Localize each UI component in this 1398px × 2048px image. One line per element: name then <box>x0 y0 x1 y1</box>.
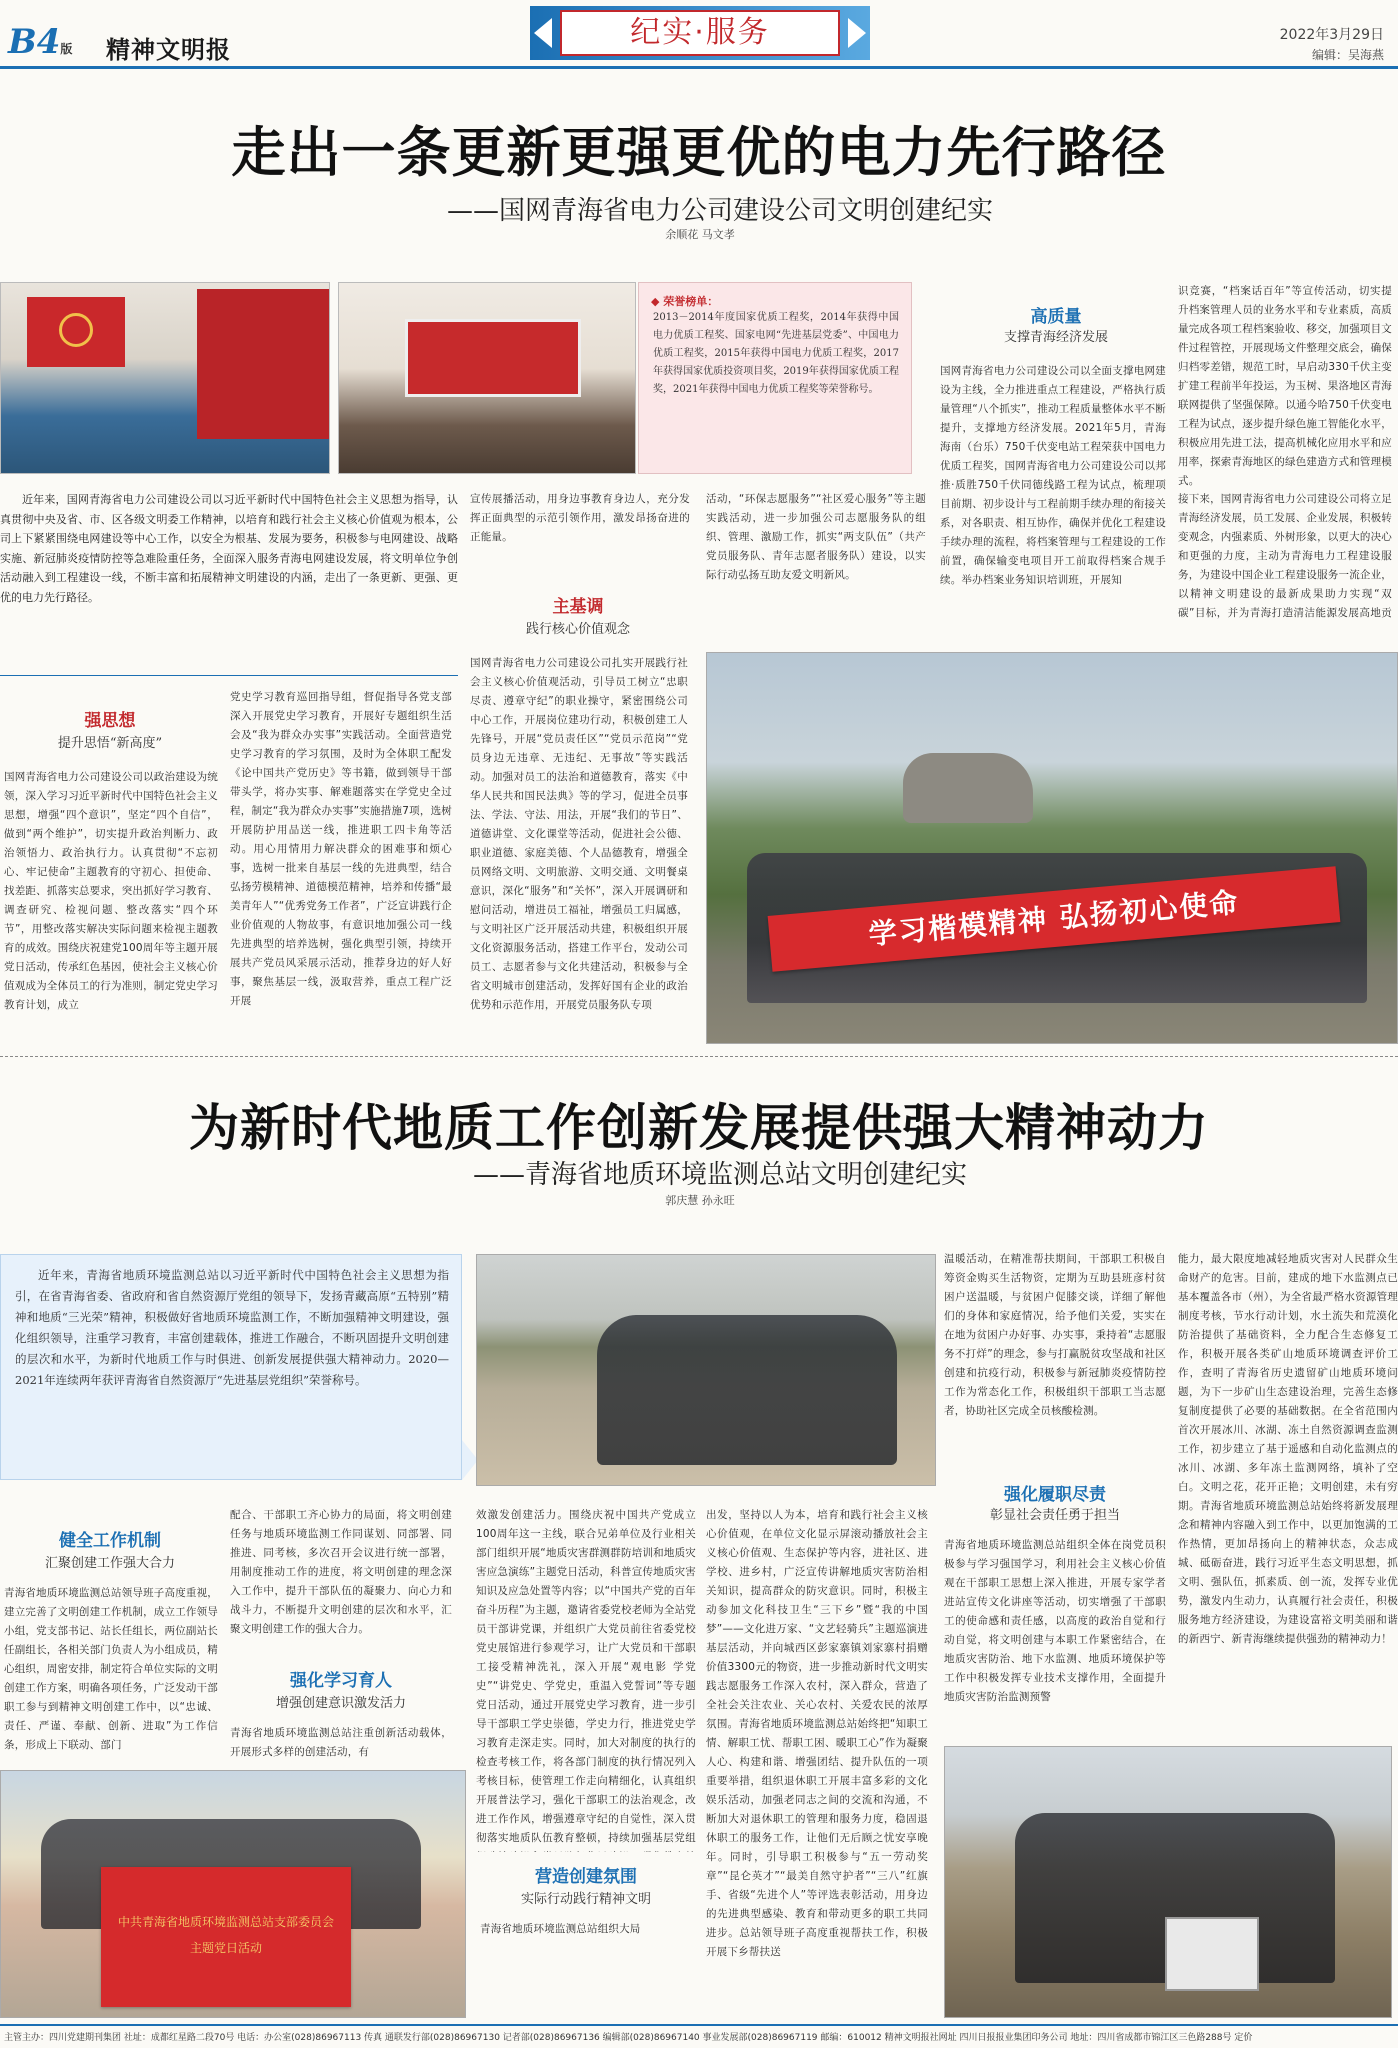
page-number <box>8 22 72 62</box>
masthead-rule <box>0 66 1398 69</box>
article1-section3-heading: 高质量 <box>1030 307 1082 327</box>
article2-section4-sub: 彰显社会责任勇于担当 <box>989 1508 1120 1523</box>
article2-col-a: 青海省地质环境监测总站领导班子高度重视，建立完善了文明创建工作机制，成立工作领导小组，党支部书记、站长任组长，两位副站长任副组长，各相关部门负责人为小组成员，精心组织，周密安排，制定符合单位实际的文明创建工作方案，明确各项任务，广泛发动干部职工参与到精神文明创建工作中，以“忠诚、责任、严谨、奉献、创新、进取”为工作信条，形成上下联动、部门 <box>4 1587 218 1751</box>
oath-wall <box>197 289 329 439</box>
article1-section3-sub: 支撑青海经济发展 <box>1003 330 1108 345</box>
section-banner-right-arrow <box>848 18 866 48</box>
article2-intro-box <box>0 1254 462 1480</box>
article2-title: 为新时代地质工作创新发展提供强大精神动力 <box>189 1099 1209 1157</box>
article2-col-g: 温暖活动，在精准帮扶期间，干部职工积极自筹资金购买生活物资，定期为互助县班彦村贫困户送温暖，与贫困户促膝交谈，详细了解他们的身体和家庭情况，给予他们关爱，实实在在地为贫困户办好事、办实事，秉持着“志愿服务不打烊”的理念，参与打赢脱贫攻坚战和社区创建和抗疫行动，积极参与新冠肺炎疫情防控工作为常态化工作，积极组织干部职工当志愿者，协助社区完成全员核酸检测。 <box>944 1253 1166 1417</box>
monitoring-device <box>1165 1917 1259 1991</box>
photo-meeting-room <box>338 282 636 474</box>
article1-section2-heading: 主基调 <box>552 597 604 617</box>
issue-date: 2022年3月29日 <box>1279 27 1384 43</box>
article2-section2-heading: 强化学习育人 <box>290 1671 392 1691</box>
article1-section1-heading: 强思想 <box>84 711 136 731</box>
article2-col-f: 出发，坚持以人为本，培育和践行社会主义核心价值观，在单位文化显示屏滚动播放社会主义核心价值观、生态保护等内容，进社区、进学校、进乡村，广泛宣传讲解地质灾害防治相关知识，提高群众的防灾意识。同时，积极主动参加文化科技卫生“三下乡”暨“我的中国梦”——文化进万家、“文艺轻骑兵”主题巡演进基层活动，并向城西区彭家寨镇刘家寨村捐赠价值3300元的物资，进一步推动新时代文明实践志愿服务工作深入农村，深入群众，营造了全社会关注农业、关心农村、关爱农民的浓厚氛围。青海省地质环境监测总站始终把“知职工情、解职工忧、帮职工困、暖职工心”作为凝聚人心、构建和谐、增强团结、提升队伍的一项重要举措，组织退休职工开展丰富多彩的文化娱乐活动，加强老同志之间的交流和沟通，不断加大对退休职工的管理和服务力度，稳固退休职工的服务工作，让他们无后顾之忧安享晚年。同时，引导职工积极参与“五一劳动奖章”“昆仑英才”“最美自然守护者”“三八”红旗手、省级“先进个人”等评选表彰活动，用身边的先进典型感染、教育和带动更多的职工共同进步。总站领导班子高度重视帮扶工作，积极开展下乡帮扶送 <box>706 1509 928 1958</box>
section-banner-left-arrow <box>534 18 552 48</box>
article1-byline: 余顺花 马文孝 <box>665 228 735 241</box>
article2-intro: 近年来，青海省地质环境监测总站以习近平新时代中国特色社会主义思想为指引，在省青海省委、省政府和省自然资源厅党组的领导下，发扬青藏高原“五特别”精神和地质“三光荣”精神，积极做好省地质环境监测工作，不断加强精神文明建设，强化组织领导，注重学习教育，丰富创建载体，推进工作融合，不断巩固提升文明创建的层次和水平，为新时代地质工作与时俱进、创新发展提供强大精神动力。2020—2021年连续两年获评青海省自然资源厅“先进基层党组织”荣誉称号。 <box>15 1268 449 1387</box>
honor-label: ◆ 荣誉榜单： <box>651 295 719 308</box>
article1-col-f: 国网青海省电力公司建设公司以全面支撑电网建设为主线，全力推进重点工程建设，严格执行质量管理“八个抓实”，推动工程质量整体水平不断提升，支撑地方经济发展。2021年5月，青海海南（台乐）750千伏变电站工程荣获中国电力优质工程奖，国网青海省电力公司建设公司以邦推·质胜750千伏同德线路工程为试点，梳理项目前期、初步设计与工程前期手续办理的衔接关系，对各职责、相互协作，确保并优化工程建设手续办理的流程，将档案管理与工程建设的工作前置，确保输变电项目开工前取得档案合规手续。举办档案业务知识培训班，开展知 <box>940 365 1166 586</box>
section-label-box <box>560 10 840 56</box>
article2-col-c: 青海省地质环境监测总站注重创新活动载体，开展形式多样的创建活动，有 <box>230 1727 452 1758</box>
intro-divider <box>0 675 458 676</box>
masthead <box>0 0 1398 68</box>
article1-col-b: 党史学习教育巡回指导组，督促指导各党支部深入开展党史学习教育，开展好专题组织生活会及“我为群众办实事”实践活动。全面营造党史学习教育的学习氛围，及时为全体职工配发《论中国共产党历史》等书籍，做到领导干部带头学，将办实事、解难题落实在学党史全过程，制定“我为群众办实事”实施措施7项，选树开展防护用品送一线，推进职工四卡角等活动。用心用情用力解决群众的困难事和烦心事，选树一批来自基层一线的先进典型，结合弘扬劳模精神、道德模范精神，培养和传播“最美青年人”“优秀党务工作者”，广泛宣讲践行企业价值观的人物故事，有意识地加强公司一线先进典型的培养选树，强化典型引领，持续开展共产党员风采展示活动，推荐身边的好人好事，聚焦基层一线，汲取营养，重点工程广泛开展 <box>230 691 452 1007</box>
meeting-screen <box>405 319 581 397</box>
monument-stone <box>903 753 1033 823</box>
photo-site-inspection <box>476 1254 936 1486</box>
party-emblem-icon <box>59 313 93 347</box>
article1-col-d: 国网青海省电力公司建设公司扎实开展践行社会主义核心价值观活动，引导员工树立“忠职尽责、遵章守纪”的职业操守，紧密围绕公司中心工作，开展岗位建功行动，积极创建工人先锋号，开展“党员责任区”“党员示范岗”“党员身边无违章、无违纪、无事故”等实践活动。加强对员工的法治和道德教育，落实《中华人民共和国民法典》等的学习，促进全员事法、学法、守法、用法，开展“我们的节日”、道德讲堂、文化课堂等活动，促进社会公德、职业道德、家庭美德、个人品德教育，增强全员网络文明、文明旅游、文明交通、文明餐桌意识，深化“服务”和“关怀”，深入开展调研和慰问活动，增进员工福祉，增强员工归属感，与文明社区广泛开展活动共建，积极组织开展文化资源服务活动，搭建工作平台，发动公司员工、志愿者参与文化共建活动，积极参与全省文明城市创建活动，发挥好国有企业的政治优势和示范作用，开展党员服务队专项 <box>470 657 688 1011</box>
page-suffix: 版 <box>60 42 73 56</box>
honor-box <box>638 282 912 474</box>
article1-col-c: 宣传展播活动，用身边事教育身边人，充分发挥正面典型的示范引领作用，激发昂扬奋进的正能量。 <box>470 493 690 543</box>
article2-section3-sub: 实际行动践行精神文明 <box>520 1892 651 1907</box>
article1-title: 走出一条更新更强更优的电力先行路径 <box>231 121 1167 184</box>
photo-field-monitoring <box>944 1746 1392 2018</box>
article1-col-g: 识竞赛，“档案话百年”等宣传活动，切实提升档案管理人员的业务水平和专业素质，高质量完成各项工程档案验收、移交，加强项目文件过程管控，开展现场文件整理交底会，确保归档零差错，规范工时，早启动330千伏主变扩建工程前半年投运，为玉树、果洛地区青海联网提供了坚强保障。以通今哈750千伏变电工程为试点，逐步提升绿色施工智能化水平，积极应用先进工法，提高机械化应用水平和应用率，探索青海地区的绿色建造方式和管理模式。 <box>1178 285 1392 487</box>
article2-subtitle: ——青海省地质环境监测总站文明创建纪实 <box>472 1160 967 1190</box>
article2-section3-heading: 营造创建氛围 <box>535 1867 637 1887</box>
inspection-people <box>597 1315 897 1465</box>
section-label: 纪实·服务 <box>630 15 770 50</box>
paper-name: 精神文明报 <box>106 35 231 64</box>
article1-col-h: 接下来，国网青海省电力公司建设公司将立足青海经济发展，员工发展、企业发展，积极转变观念，内强素质、外树形象，以更大的决心和更强的力度，主动为青海电力工程建设服务，为建设中国企业工程建设服务一流企业，以精神文明建设的最新成果助力实现“双碳”目标，并为青海打造清洁能源发展高地贡 <box>1178 493 1392 619</box>
article1-col-a: 国网青海省电力公司建设公司以政治建设为统领，深入学习习近平新时代中国特色社会主义思想，增强“四个意识”，坚定“四个自信”，做到“两个维护”，切实提升政治判断力、政治领悟力、政治执行力。认真贯彻“不忘初心、牢记使命”主题教育的守初心、担使命、找差距、抓落实总要求，突出抓好学习教育、调查研究、检视问题、整改落实“四个环节”，用整改落实解决实际问题来检视主题教育的成效。围绕庆祝建党100周年等主题开展党日活动，传承红色基因，使社会主义核心价值观成为全体员工的行为准则，制定党史学习教育计划，成立 <box>4 771 218 1011</box>
article2-col-i: 青海省地质环境监测总站组织全体在岗党员积极参与学习强国学习，利用社会主义核心价值观在干部职工思想上深入推进，开展专家学者进站宣传文化讲座等活动，切实增强了干部职工的使命感和责任感，以高度的政治自觉和行动自觉，将文明创建与本职工作紧密结合，在地质灾害防治、地下水监测、地质环境保护等工作中积极发挥专业技术支撑作用，全面提升地质灾害防治监测预警 <box>944 1539 1166 1703</box>
section-banner <box>530 6 870 60</box>
article2-section2-sub: 增强创建意识激发活力 <box>275 1696 406 1711</box>
article1-section1-sub: 提升思悟“新高度” <box>57 736 163 751</box>
page-number-text: B4 <box>8 22 61 62</box>
photo-theme-party-day <box>0 1770 466 2018</box>
honor-text: 2013－2014年度国家优质工程奖，2014年获得中国电力优质工程奖、国家电网“先进基层党委”、中国电力优质工程奖，2015年获得中国电力优质工程奖，2017年获得国家优质投资项目奖，2019年获得国家优质工程奖，2021年获得中国电力优质工程奖等荣誉称号。 <box>653 312 899 395</box>
banner-slogan: 学习楷模精神 弘扬初心使命 <box>867 885 1241 952</box>
theme-banner <box>101 1867 351 2007</box>
article2-section1-sub: 汇聚创建工作强大合力 <box>44 1556 175 1571</box>
article2-byline: 郭庆慧 孙永旺 <box>665 1194 735 1207</box>
article-separator <box>0 1056 1398 1057</box>
footer-rule <box>0 2024 1398 2026</box>
footer-info: 主管主办：四川党建期刊集团 社址：成都红星路二段70号 电话：办公室(028)86967113 传真 通联发行部(028)86967130 记者部(028)86967136 编辑部(028)86967140 事业发展部(028)86967119 邮编：610012 精神文明报社网址 四川日报报业集团印务公司 地址：四川省成都市锦江区三色路288号 定价 <box>4 2033 1253 2043</box>
article1-col-e: 活动，“环保志愿服务”“社区爱心服务”等主题实践活动，进一步加强公司志愿服务队的组织、管理、激励工作，抓实“两支队伍”（共产党员服务队、青年志愿者服务队）建设，以实际行动弘扬互助友爱文明新风。 <box>706 493 926 581</box>
photo-oath-ceremony <box>0 282 330 474</box>
article2-col-h: 能力，最大限度地减轻地质灾害对人民群众生命财产的危害。目前，建成的地下水监测点已基本覆盖各市（州），为全省最严格水资源管理制度考核，节水行动计划，水土流失和荒漠化防治提供了基础资料，全力配合生态修复工作，积极开展各类矿山地质环境调查评价工作，查明了青海省历史遗留矿山地质环境问题，为下一步矿山生态建设治理，完善生态修复制度提供了必要的基础数据。在全省范围内首次开展冰川、冰湖、冻土自然资源调查监测工作，初步建立了基于遥感和自动化监测点的冰川、冰湖、多年冻土监测网络，填补了空白。文明之花，花开正艳；文明创建，未有穷期。青海省地质环境监测总站始终将新发展理念和精神内容融入到工作中，以更加饱满的工作热情，更加昂扬向上的精神状态，众志成城、砥砺奋进，践行习近平生态文明思想，抓文明、强队伍，抓素质、创一流，发挥专业优势，激发内生动力，认真履行社会责任，积极服务地方经济建设，为建设富裕文明美丽和谐的新西宁、新青海继续提供强劲的精神动力！ <box>1178 1253 1398 1645</box>
article2-section4-heading: 强化履职尽责 <box>1004 1485 1106 1505</box>
article2-col-d: 效激发创建活力。围绕庆祝中国共产党成立100周年这一主线，联合兄弟单位及行业相关部门组织开展“地质灾害群测群防培训和地质灾害应急演练”主题党日活动，科普宣传地质灾害知识及应急处置等内容；以“中国共产党的百年奋斗历程”为主题，邀请省委党校老师为全站党员干部讲党课，并组织广大党员前往省委党校党史展馆进行参观学习，让广大党员和干部职工接受精神洗礼，深入开展“观电影 学党史”“讲党史、学党史，重温入党誓词”等专题党日活动，通过开展党史学习教育，进一步引导干部职工学史崇德，学史力行，推进党史学习教育走深走实。同时，加大对制度的执行的检查考核工作，将各部门制度的执行情况列入考核目标，使管理工作走向精细化，认真组织开展普法学习，强化干部职工的法治观念，改进工作作风，增强遵章守纪的自觉性，深入贯彻落实地质队伍教育整顿，持续加强基层党组 <box>476 1509 696 1844</box>
article2-col-b: 配合、干部职工齐心协力的局面，将文明创建任务与地质环境监测工作同谋划、同部署、同推进、同考核，多次召开会议进行统一部署，用制度推动工作的进度，将文明创建的理念深入工作中，提升干部队伍的凝聚力、向心力和战斗力，不断提升文明创建的层次和水平，汇聚文明创建工作的强大合力。 <box>230 1509 452 1635</box>
theme-banner-text: 中共青海省地质环境监测总站支部委员会 主题党日活动 <box>117 1915 334 1955</box>
article1-subtitle: ——国网青海省电力公司建设公司文明创建纪实 <box>446 196 993 226</box>
article1-section2-sub: 践行核心价值观念 <box>525 622 630 637</box>
photo-group-banner <box>706 652 1398 1044</box>
article2-col-e: 青海省地质环境监测总站组织大局 <box>480 1923 641 1935</box>
editor-credit: 编辑：吴海燕 <box>1311 48 1384 62</box>
article2-section1-heading: 健全工作机制 <box>59 1531 161 1551</box>
article1-intro: 近年来，国网青海省电力公司建设公司以习近平新时代中国特色社会主义思想为指导，认真贯彻中央及省、市、区各级文明委工作精神，以培育和践行社会主义核心价值观为根本，公司上下紧紧围绕电网建设等中心工作，以安全为根基、发展为要务，积极参与电网建设、战略实施、新冠肺炎疫情防控等急难险重任务，全面深入服务青海电网建设发展，将文明单位争创活动融入到工程建设一线，不断丰富和拓展精神文明建设的内涵，走出了一条更新、更强、更优的电力先行路径。 <box>0 493 458 604</box>
